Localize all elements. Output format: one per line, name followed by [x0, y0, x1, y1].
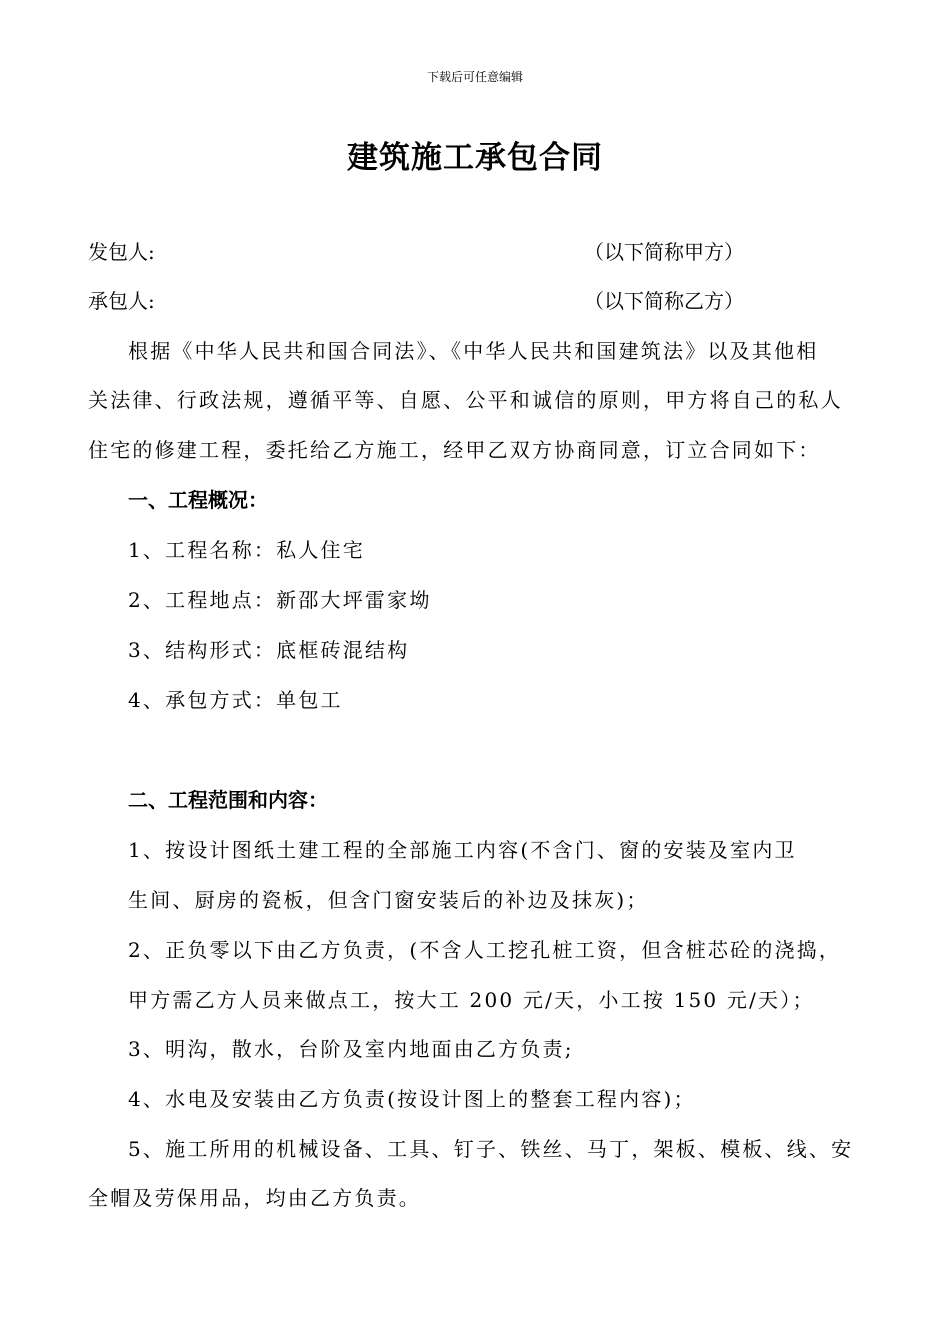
contractor-label: 承包人: [88, 289, 155, 313]
preamble-line-2: 关法律、行政法规，遵循平等、自愿、公平和诚信的原则，甲方将自己的私人 [88, 388, 843, 412]
section2-line-2: 生间、厨房的瓷板，但含门窗安装后的补边及抹灰)； [128, 888, 649, 912]
preamble-line-1: 根据《中华人民共和国合同法》、《中华人民共和国建筑法》以及其他相 [128, 339, 819, 363]
section2-line-3: 2、正负零以下由乙方负责，(不含人工挖孔桩工资，但含桩芯砼的浇捣， [128, 938, 842, 962]
contractor-suffix: （以下简称乙方） [584, 289, 744, 313]
preamble-line-3: 住宅的修建工程，委托给乙方施工，经甲乙双方协商同意，订立合同如下： [88, 438, 821, 462]
document-title: 建筑施工承包合同 [347, 140, 603, 176]
section2-line-1: 1、按设计图纸土建工程的全部施工内容(不含门、窗的安装及室内卫 [128, 838, 797, 862]
header-note: 下载后可任意编辑 [426, 70, 523, 84]
section2-line-7: 5、施工所用的机械设备、工具、钉子、铁丝、马丁，架板、模板、线、安 [128, 1137, 854, 1161]
section2-line-8: 全帽及劳保用品，均由乙方负责。 [88, 1186, 421, 1210]
section1-item-2: 2、工程地点：新邵大坪雷家坳 [128, 588, 432, 612]
section2-line-5: 3、明沟，散水，台阶及室内地面由乙方负责; [128, 1037, 574, 1061]
employer-label: 发包人: [88, 240, 155, 264]
section1-item-1: 1、工程名称：私人住宅 [128, 538, 365, 562]
section1-item-3: 3、结构形式：底框砖混结构 [128, 638, 410, 662]
section1-heading: 一、工程概况： [128, 488, 268, 512]
section1-item-4: 4、承包方式：单包工 [128, 688, 343, 712]
section2-line-4: 甲方需乙方人员来做点工，按大工 200 元/天，小工按 150 元/天）； [128, 988, 815, 1012]
section2-heading: 二、工程范围和内容： [128, 788, 328, 812]
section2-line-6: 4、水电及安装由乙方负责(按设计图上的整套工程内容)； [128, 1087, 696, 1111]
employer-suffix: （以下简称甲方） [584, 240, 744, 264]
